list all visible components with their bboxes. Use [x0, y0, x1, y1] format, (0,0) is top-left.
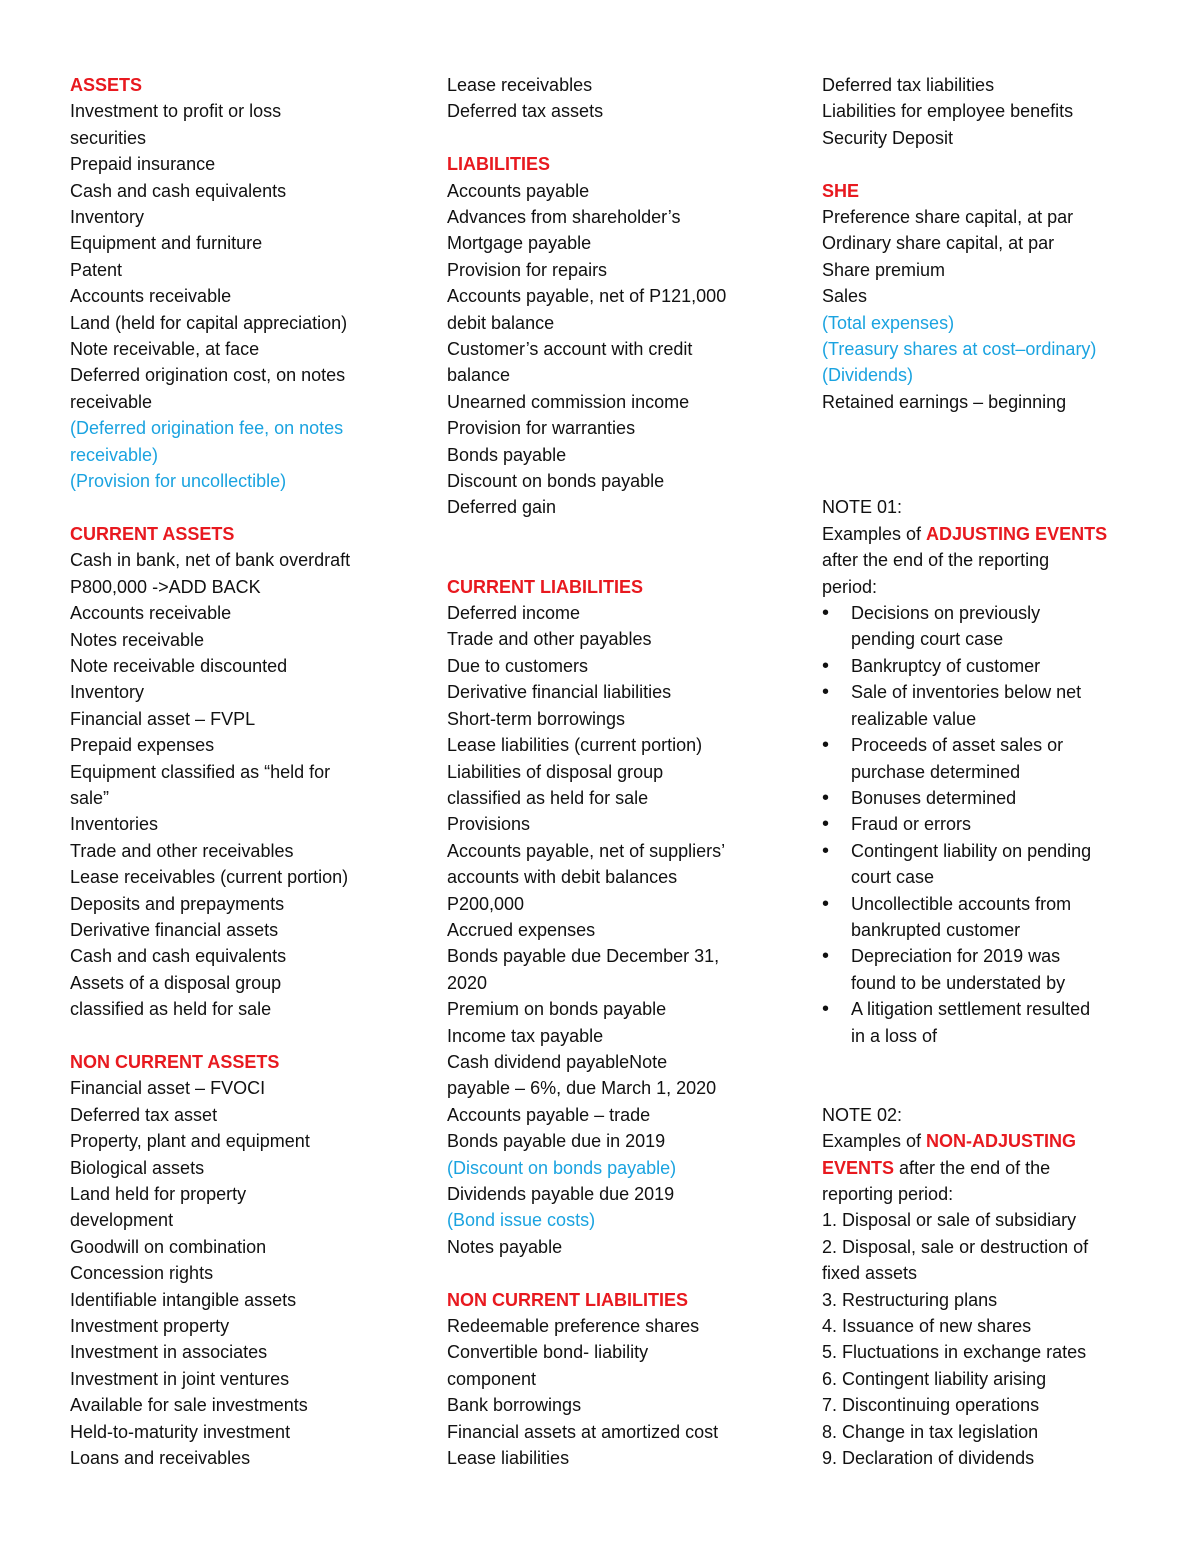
- list-item: Bonds payable due in 2019: [447, 1131, 666, 1152]
- bullet-text: • Sale of inventories below net: [851, 682, 1082, 703]
- note-keyword: EVENTS: [822, 1157, 895, 1178]
- bullet-text: purchase determined: [851, 761, 1021, 782]
- bullet-item: [822, 838, 1142, 891]
- list-item: Redeemable preference shares: [447, 1316, 700, 1337]
- list-item: 1. Disposal or sale of subsidiary: [822, 1210, 1077, 1231]
- list-item: Income tax payable: [447, 1025, 604, 1046]
- heading-current-assets: CURRENT ASSETS: [70, 523, 235, 544]
- she-list: [822, 204, 1142, 415]
- list-item: Preference share capital, at par: [822, 207, 1074, 228]
- list-item: Equipment classified as “held for: [70, 761, 331, 782]
- list-item: Available for sale investments: [70, 1395, 308, 1416]
- list-item: classified as held for sale: [447, 787, 649, 808]
- list-item: Investment in joint ventures: [70, 1368, 290, 1389]
- list-item: Financial assets at amortized cost: [447, 1421, 719, 1442]
- heading-assets: ASSETS: [70, 75, 143, 95]
- list-item: 2020: [447, 972, 488, 993]
- list-item: Lease liabilities (current portion): [447, 735, 703, 756]
- list-item: Accounts receivable: [70, 603, 232, 624]
- list-item: 4. Issuance of new shares: [822, 1316, 1032, 1336]
- list-item: Cash dividend payableNote: [447, 1051, 668, 1072]
- list-item: Note receivable, at face: [70, 339, 260, 360]
- bullet-text: • Fraud or errors: [851, 814, 972, 835]
- spacer: [447, 547, 777, 573]
- list-item: Inventories: [70, 814, 159, 835]
- list-item: 6. Contingent liability arising: [822, 1368, 1047, 1389]
- list-item: Trade and other payables: [447, 629, 652, 650]
- note-intro-text: after the end of the: [894, 1157, 1051, 1178]
- bullet-item: [822, 600, 1142, 653]
- bullet-text: pending court case: [851, 629, 1004, 650]
- list-item: component: [447, 1368, 537, 1389]
- list-item: Prepaid insurance: [70, 154, 216, 175]
- bullet-text: • A litigation settlement resulted: [851, 999, 1091, 1020]
- list-item: Short-term borrowings: [447, 708, 626, 729]
- list-item: Bank borrowings: [447, 1395, 582, 1416]
- list-item: Convertible bond- liability: [447, 1342, 649, 1363]
- list-item: accounts with debit balances: [447, 867, 678, 888]
- list-item: classified as held for sale: [70, 999, 272, 1020]
- note-intro: [822, 1128, 1142, 1154]
- list-item: Accounts payable – trade: [447, 1104, 651, 1125]
- spacer: [822, 151, 1142, 177]
- bullet-text: found to be understated by: [851, 972, 1066, 993]
- list-item: Cash and cash equivalents: [70, 180, 287, 201]
- list-item: Trade and other receivables: [70, 840, 294, 861]
- list-item: Discount on bonds payable: [447, 471, 665, 492]
- list-item: Liabilities of disposal group: [447, 761, 664, 782]
- list-item: Bonds payable: [447, 444, 567, 465]
- current-liabilities-list: [447, 600, 777, 1260]
- list-item: Provision for repairs: [447, 259, 608, 280]
- list-item: Accounts payable, net of suppliers’: [447, 840, 726, 861]
- note-01: [822, 494, 1142, 1049]
- spacer: [447, 1260, 777, 1286]
- spacer: [822, 468, 1142, 494]
- list-item: Land (held for capital appreciation): [70, 312, 348, 333]
- list-item: Property, plant and equipment: [70, 1131, 310, 1152]
- list-item: Note receivable discounted: [70, 655, 288, 676]
- bullet-text: in a loss of: [851, 1025, 938, 1046]
- contra-item: (Bond issue costs): [447, 1210, 596, 1231]
- list-item: Premium on bonds payable: [447, 999, 667, 1020]
- list-item: Investment in associates: [70, 1342, 268, 1363]
- list-item: 5. Fluctuations in exchange rates: [822, 1342, 1087, 1363]
- list-item: Lease liabilities: [447, 1448, 570, 1469]
- bullet-item: [822, 996, 1142, 1049]
- list-item: Concession rights: [70, 1263, 214, 1284]
- list-item: Goodwill on combination: [70, 1236, 267, 1257]
- list-item: Provision for warranties: [447, 418, 636, 439]
- list-item: Financial asset – FVPL: [70, 708, 256, 729]
- bullet-text: • Proceeds of asset sales or: [851, 735, 1064, 756]
- note-intro: after the end of the reporting: [822, 550, 1050, 571]
- spacer: [70, 495, 410, 521]
- contra-item: (Deferred origination fee, on notes: [70, 418, 344, 439]
- list-item: Derivative financial liabilities: [447, 682, 672, 703]
- list-item: P800,000 ->ADD BACK: [70, 576, 261, 597]
- contra-item: (Total expenses): [822, 312, 955, 333]
- contra-item: (Discount on bonds payable): [447, 1157, 677, 1178]
- bullet-text: realizable value: [851, 708, 977, 729]
- contra-item: (Treasury shares at cost–ordinary): [822, 339, 1097, 360]
- current-assets-list: [70, 547, 410, 1022]
- list-item: balance: [447, 365, 511, 386]
- spacer: [447, 521, 777, 547]
- list-item: Retained earnings – beginning: [822, 391, 1067, 412]
- note-intro: period:: [822, 576, 878, 597]
- column-assets: [70, 72, 410, 1472]
- spacer: [70, 1023, 410, 1049]
- list-item: development: [70, 1210, 174, 1231]
- list-item: Prepaid expenses: [70, 735, 215, 756]
- list-item: Deferred income: [447, 603, 581, 624]
- liabilities-list: [447, 178, 777, 521]
- list-item: securities: [70, 127, 147, 148]
- bullet-text: • Decisions on previously: [851, 603, 1041, 624]
- list-item: 7. Discontinuing operations: [822, 1395, 1040, 1416]
- list-item: Liabilities for employee benefits: [822, 101, 1074, 122]
- contra-item: (Dividends): [822, 365, 914, 386]
- bullet-text: court case: [851, 867, 935, 888]
- list-item: payable – 6%, due March 1, 2020: [447, 1078, 717, 1099]
- list-item: Identifiable intangible assets: [70, 1289, 297, 1310]
- spacer: [822, 442, 1142, 468]
- bullet-item: [822, 891, 1142, 944]
- note-intro: [822, 521, 1142, 547]
- list-item: debit balance: [447, 312, 555, 333]
- list-item: Deferred tax liabilities: [822, 75, 995, 95]
- assets-list: [70, 98, 410, 494]
- list-item: Land held for property: [70, 1184, 247, 1205]
- heading-non-current-assets: NON CURRENT ASSETS: [70, 1052, 280, 1072]
- non-current-liabilities-list: [447, 1313, 777, 1471]
- list-item: 8. Change in tax legislation: [822, 1421, 1039, 1442]
- bullet-text: • Uncollectible accounts from: [851, 893, 1072, 914]
- note-intro-text: Examples of: [822, 1131, 927, 1152]
- bullet-item: [822, 811, 1142, 837]
- list-item: 9. Declaration of dividends: [822, 1448, 1035, 1469]
- list-item: Lease receivables: [447, 75, 593, 95]
- heading-current-liabilities: CURRENT LIABILITIES: [447, 576, 643, 597]
- list-item: Held-to-maturity investment: [70, 1421, 291, 1442]
- list-item: Inventory: [70, 207, 145, 228]
- list-item: Sales: [822, 286, 868, 307]
- heading-liabilities: LIABILITIES: [447, 154, 550, 175]
- bullet-item: [822, 785, 1142, 811]
- list-item: Deferred origination cost, on notes: [70, 365, 346, 386]
- list-item: Due to customers: [447, 655, 589, 676]
- list-item: Notes receivable: [70, 629, 205, 650]
- note-keyword: NON-ADJUSTING: [926, 1131, 1077, 1152]
- list-item: Deposits and prepayments: [70, 893, 285, 914]
- list-item: Equipment and furniture: [70, 233, 263, 254]
- note-02: [822, 1102, 1142, 1472]
- list-item: Accrued expenses: [447, 919, 596, 940]
- list-item: Lease receivables (current portion): [70, 867, 349, 888]
- list-item: fixed assets: [822, 1263, 918, 1284]
- bullet-text: • Contingent liability on pending: [851, 840, 1092, 861]
- list-item: Mortgage payable: [447, 233, 592, 254]
- list-item: Share premium: [822, 259, 946, 280]
- list-item: Accounts payable: [447, 180, 590, 201]
- list-item: Ordinary share capital, at par: [822, 233, 1055, 254]
- contra-item: (Provision for uncollectible): [70, 471, 287, 492]
- bullet-item: [822, 732, 1142, 785]
- bullet-text: • Bankruptcy of customer: [851, 655, 1041, 676]
- spacer: [822, 415, 1142, 441]
- bullet-item: [822, 653, 1142, 679]
- non-current-assets-list: [70, 1075, 410, 1471]
- spacer: [447, 125, 777, 151]
- column-equity-notes: [822, 72, 1142, 1471]
- list-item: 3. Restructuring plans: [822, 1289, 998, 1310]
- list-item: receivable: [70, 391, 153, 412]
- list-item: Security Deposit: [822, 127, 954, 148]
- contra-item: receivable): [70, 444, 159, 465]
- note-title: NOTE 01:: [822, 497, 903, 518]
- list-item: Unearned commission income: [447, 391, 690, 412]
- note-intro: [822, 1155, 1142, 1181]
- note-title: NOTE 02:: [822, 1104, 903, 1125]
- list-item: Deferred gain: [447, 497, 557, 518]
- list-item: P200,000: [447, 893, 525, 914]
- note-intro-text: Examples of: [822, 523, 927, 544]
- list-item: Advances from shareholder’s: [447, 207, 681, 228]
- bullet-text: bankrupted customer: [851, 919, 1021, 940]
- spacer: [822, 1075, 1142, 1101]
- list-item: Loans and receivables: [70, 1448, 251, 1469]
- heading-she: SHE: [822, 180, 860, 201]
- list-item: Cash in bank, net of bank overdraft: [70, 550, 351, 571]
- bullet-text: • Bonuses determined: [851, 787, 1017, 808]
- list-item: Biological assets: [70, 1157, 205, 1178]
- list-item: Accounts receivable: [70, 286, 232, 307]
- bullet-item: [822, 943, 1142, 996]
- list-item: Derivative financial assets: [70, 919, 279, 940]
- list-item: Investment property: [70, 1316, 230, 1337]
- list-item: Notes payable: [447, 1236, 563, 1257]
- list-item: Bonds payable due December 31,: [447, 946, 720, 967]
- list-item: Financial asset – FVOCI: [70, 1078, 266, 1099]
- column-liabilities: [447, 72, 777, 1471]
- list-item: Investment to profit or loss: [70, 101, 282, 122]
- list-item: Accounts payable, net of P121,000: [447, 286, 727, 307]
- bullet-item: [822, 679, 1142, 732]
- list-item: Provisions: [447, 814, 531, 835]
- list-item: Inventory: [70, 682, 145, 703]
- bullet-text: • Depreciation for 2019 was: [851, 946, 1061, 967]
- list-item: Dividends payable due 2019: [447, 1184, 675, 1205]
- list-item: Customer’s account with credit: [447, 339, 693, 360]
- note-intro: reporting period:: [822, 1183, 954, 1204]
- spacer: [822, 1049, 1142, 1075]
- heading-non-current-liabilities: NON CURRENT LIABILITIES: [447, 1289, 688, 1310]
- list-item: Patent: [70, 259, 123, 280]
- list-item: Assets of a disposal group: [70, 972, 282, 993]
- non-adjusting-events-list: [822, 1207, 1142, 1471]
- list-item: 2. Disposal, sale or destruction of: [822, 1236, 1089, 1257]
- note-keyword: ADJUSTING EVENTS: [926, 523, 1108, 544]
- list-item: Deferred tax assets: [447, 101, 604, 122]
- list-item: sale”: [70, 787, 110, 808]
- adjusting-events-list: [822, 600, 1142, 1049]
- list-item: Deferred tax asset: [70, 1104, 218, 1125]
- list-item: Cash and cash equivalents: [70, 946, 287, 967]
